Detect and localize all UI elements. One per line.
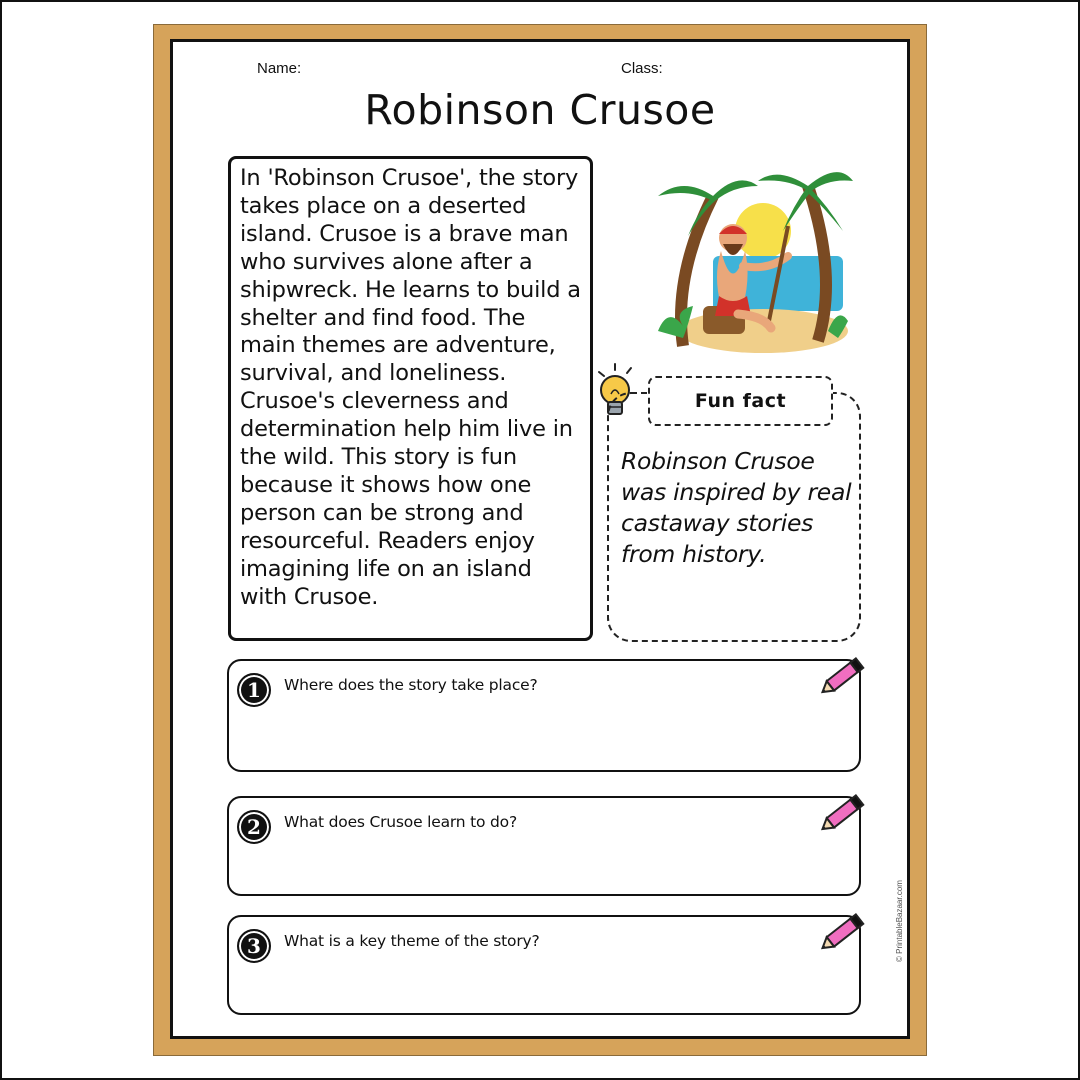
question-text-2: What does Crusoe learn to do? xyxy=(284,813,517,831)
question-number-2: 2 xyxy=(237,810,271,844)
fun-fact-text: Robinson Crusoe was inspired by real castaway stories from history. xyxy=(621,447,852,568)
story-box xyxy=(228,156,593,641)
question-box-1[interactable] xyxy=(227,659,861,772)
name-label: Name: xyxy=(257,60,302,77)
worksheet-border xyxy=(153,24,927,1056)
question-text-3: What is a key theme of the story? xyxy=(284,932,540,950)
pencil-icon xyxy=(817,790,869,836)
question-number-1: 1 xyxy=(237,673,271,707)
pencil-icon xyxy=(817,909,869,955)
class-label: Class: xyxy=(621,60,663,77)
question-box-3[interactable] xyxy=(227,915,861,1015)
worksheet-page xyxy=(170,39,910,1039)
question-box-2[interactable] xyxy=(227,796,861,896)
copyright-text: © PrintableBazaar.com xyxy=(895,880,904,962)
question-number-3: 3 xyxy=(237,929,271,963)
fun-fact-heading: Fun fact xyxy=(648,376,833,426)
castaway-palm-illustration xyxy=(643,156,853,356)
page-title: Robinson Crusoe xyxy=(364,86,716,134)
question-text-1: Where does the story take place? xyxy=(284,676,538,694)
story-text: In 'Robinson Crusoe', the story takes place on a deserted island. Crusoe is a brave man who survives alone after a shipwreck. He learns to build a shelter and find food. The main themes are adventure, survival, and loneliness. Crusoe's cleverness and determination help him live in the wild. This story is fun because it shows how one person can be strong and resourceful. Readers enjoy imagining life on an island with Crusoe. xyxy=(240,165,581,610)
fun-fact-box xyxy=(607,392,861,642)
pencil-icon xyxy=(817,653,869,699)
